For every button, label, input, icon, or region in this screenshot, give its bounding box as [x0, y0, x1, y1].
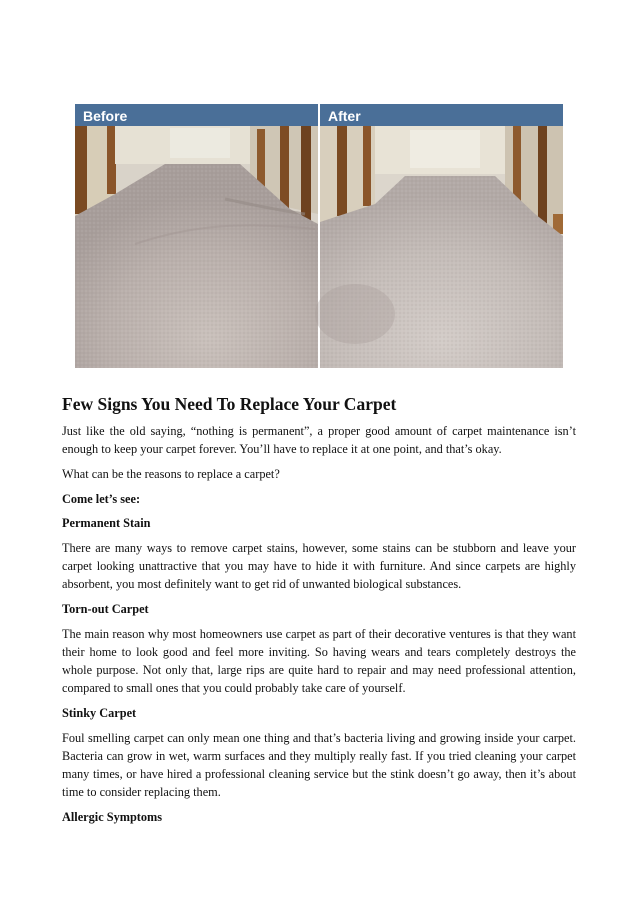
section-heading-allergic-symptoms: Allergic Symptoms [62, 810, 163, 825]
question-paragraph: What can be the reasons to replace a carpet? [62, 466, 280, 481]
section-body-torn-out-carpet: The main reason why most homeowners use carpet as part of their decorative ventures is that they want their home to look good and feel more inviting. So having wears and tears completely destroys the whole purpose. Not only that, large rips are quite hard to repair and may need professional attention, compared to small ones that you could probably take care of yourself. [62, 626, 576, 696]
after-panel [315, 104, 563, 368]
before-panel [75, 104, 318, 368]
section-body-permanent-stain: There are many ways to remove carpet stains, however, some stains can be stubborn and leave your carpet looking unattractive that you may have to hide it with furniture. And since carpets are highly absorbent, you most definitely want to get rid of unwanted biological substances. [62, 541, 576, 592]
before-label: Before [83, 108, 128, 124]
after-label: After [328, 108, 361, 124]
section-heading-torn-out-carpet: Torn-out Carpet [62, 602, 149, 617]
lead-heading: Come let’s see: [62, 491, 141, 506]
section-heading-stinky-carpet: Stinky Carpet [62, 706, 137, 721]
article [62, 393, 576, 833]
article-title: Few Signs You Need To Replace Your Carpet [62, 394, 397, 414]
section-heading-permanent-stain: Permanent Stain [62, 516, 151, 531]
before-after-carpet-photo [75, 104, 563, 368]
intro-paragraph: Just like the old saying, “nothing is permanent”, a proper good amount of carpet maintenance isn’t enough to keep your carpet forever. You’ll have to replace it at one point, and that’s okay. [62, 424, 576, 457]
section-body-stinky-carpet: Foul smelling carpet can only mean one thing and that’s bacteria living and growing inside your carpet. Bacteria can grow in wet, warm surfaces and they multiply really fast. If you tried cleaning your carpet many times, or have hired a professional cleaning service but the stink doesn’t go away, then it’s about time to consider replacing them. [62, 730, 576, 800]
